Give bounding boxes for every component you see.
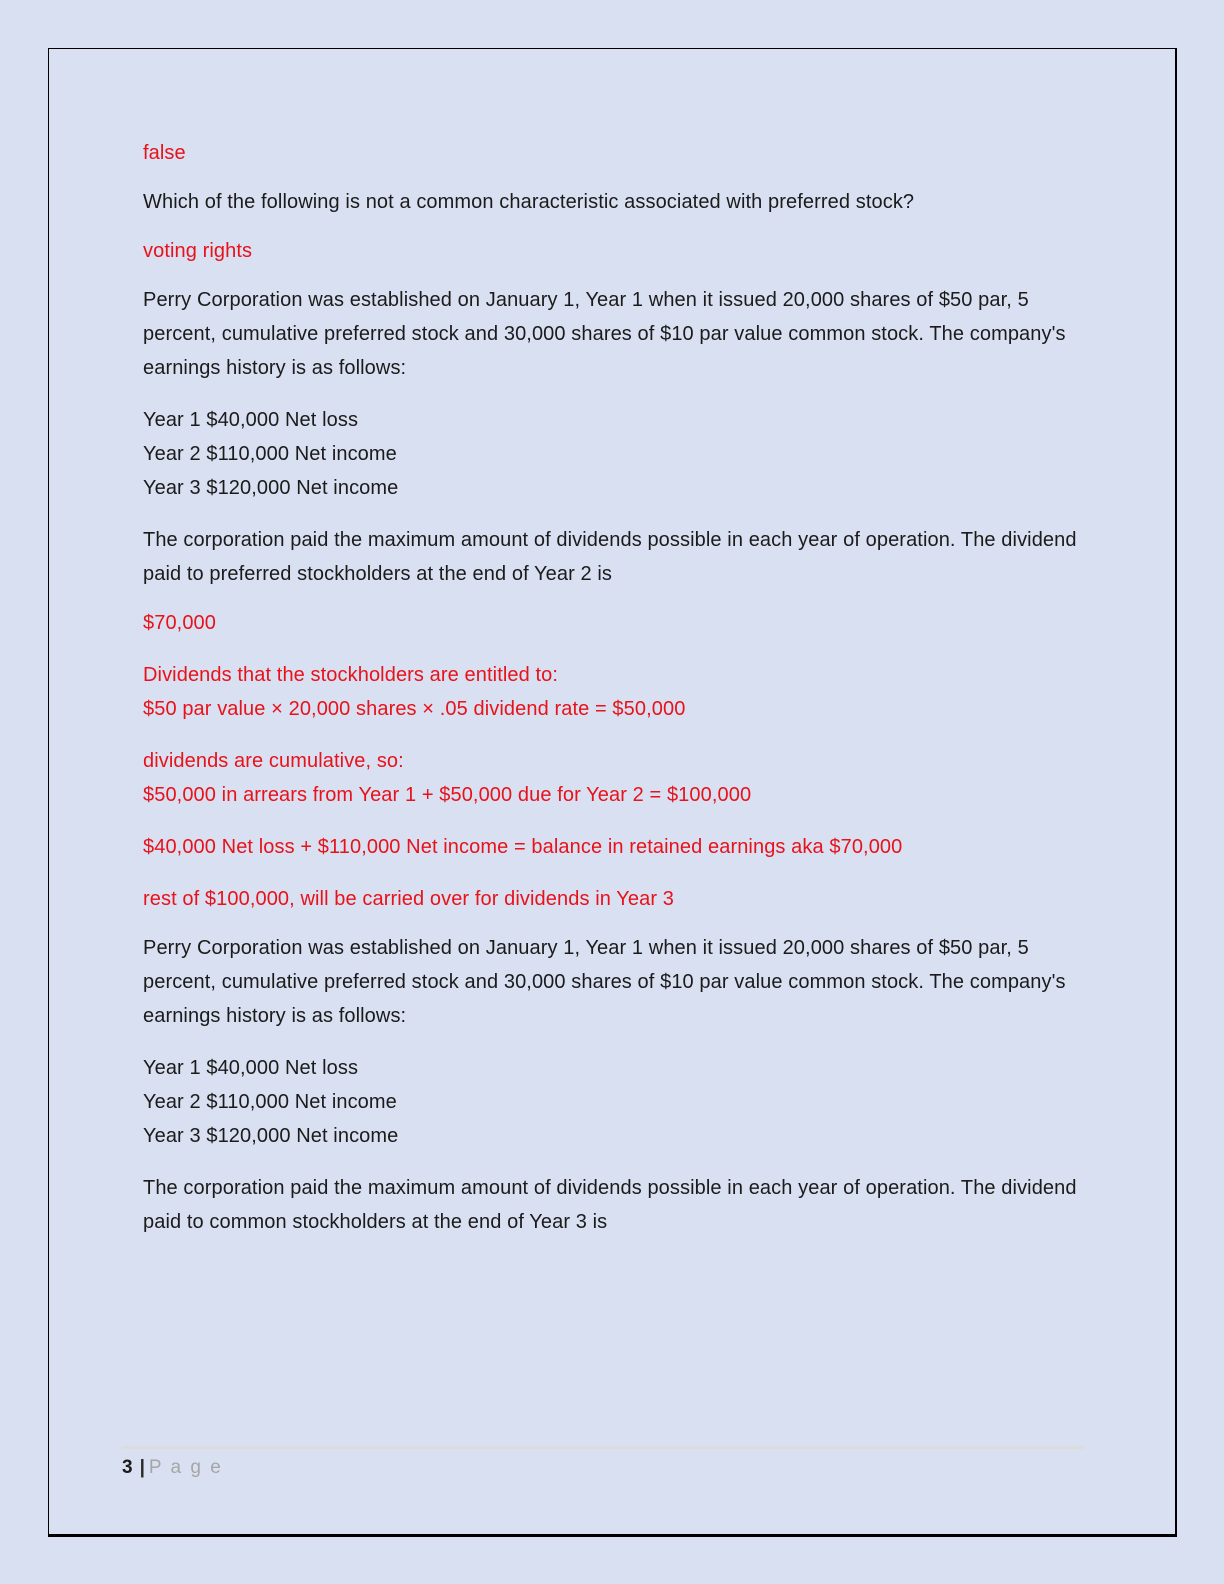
- explanation-entitled-line-1: Dividends that the stockholders are entitled to:: [143, 664, 559, 686]
- earnings-year-2: Year 2 $110,000 Net income: [143, 1091, 397, 1113]
- earnings-year-3: Year 3 $120,000 Net income: [143, 1125, 399, 1147]
- explanation-entitled-line-2: $50 par value × 20,000 shares × .05 dividend rate = $50,000: [143, 698, 686, 720]
- earnings-year-3: Year 3 $120,000 Net income: [143, 477, 399, 499]
- page-footer: [122, 1446, 1084, 1479]
- earnings-year-1: Year 1 $40,000 Net loss: [143, 1057, 359, 1079]
- explanation-cumulative-line-2: $50,000 in arrears from Year 1 + $50,000 due for Year 2 = $100,000: [143, 784, 752, 806]
- question-year3-common-dividend: The corporation paid the maximum amount of dividends possible in each year of operation. The dividend paid to common stockholders at the end of Year 3 is: [143, 1177, 1077, 1233]
- page-number: 3: [122, 1457, 133, 1478]
- footer-separator: |: [139, 1457, 145, 1478]
- answer-voting-rights: voting rights: [143, 240, 253, 262]
- question-preferred-stock-characteristic: Which of the following is not a common characteristic associated with preferred stock?: [143, 191, 915, 213]
- earnings-year-1: Year 1 $40,000 Net loss: [143, 409, 359, 431]
- answer-70000: $70,000: [143, 612, 216, 634]
- explanation-retained-earnings: $40,000 Net loss + $110,000 Net income = balance in retained earnings aka $70,000: [143, 836, 903, 858]
- earnings-history-list-1: [143, 403, 1077, 505]
- explanation-entitled-dividends: [143, 658, 1077, 726]
- explanation-cumulative-dividends: [143, 744, 1077, 812]
- question-year2-preferred-dividend: The corporation paid the maximum amount of dividends possible in each year of operation. The dividend paid to preferred stockholders at the end of Year 2 is: [143, 529, 1077, 585]
- perry-corporation-paragraph-2: Perry Corporation was established on January 1, Year 1 when it issued 20,000 shares of $50 par, 5 percent, cumulative preferred stock and 30,000 shares of $10 par value common stock. The company's earnings history is as follows:: [143, 937, 1066, 1027]
- footer-page-label: P a g e: [148, 1457, 223, 1478]
- earnings-history-list-2: [143, 1051, 1077, 1153]
- explanation-carryover: rest of $100,000, will be carried over for dividends in Year 3: [143, 888, 674, 910]
- answer-false: false: [143, 142, 186, 164]
- perry-corporation-paragraph-1: Perry Corporation was established on January 1, Year 1 when it issued 20,000 shares of $50 par, 5 percent, cumulative preferred stock and 30,000 shares of $10 par value common stock. The company's earnings history is as follows:: [143, 289, 1066, 379]
- explanation-cumulative-line-1: dividends are cumulative, so:: [143, 750, 404, 772]
- earnings-year-2: Year 2 $110,000 Net income: [143, 443, 397, 465]
- document-body: [48, 48, 1177, 1254]
